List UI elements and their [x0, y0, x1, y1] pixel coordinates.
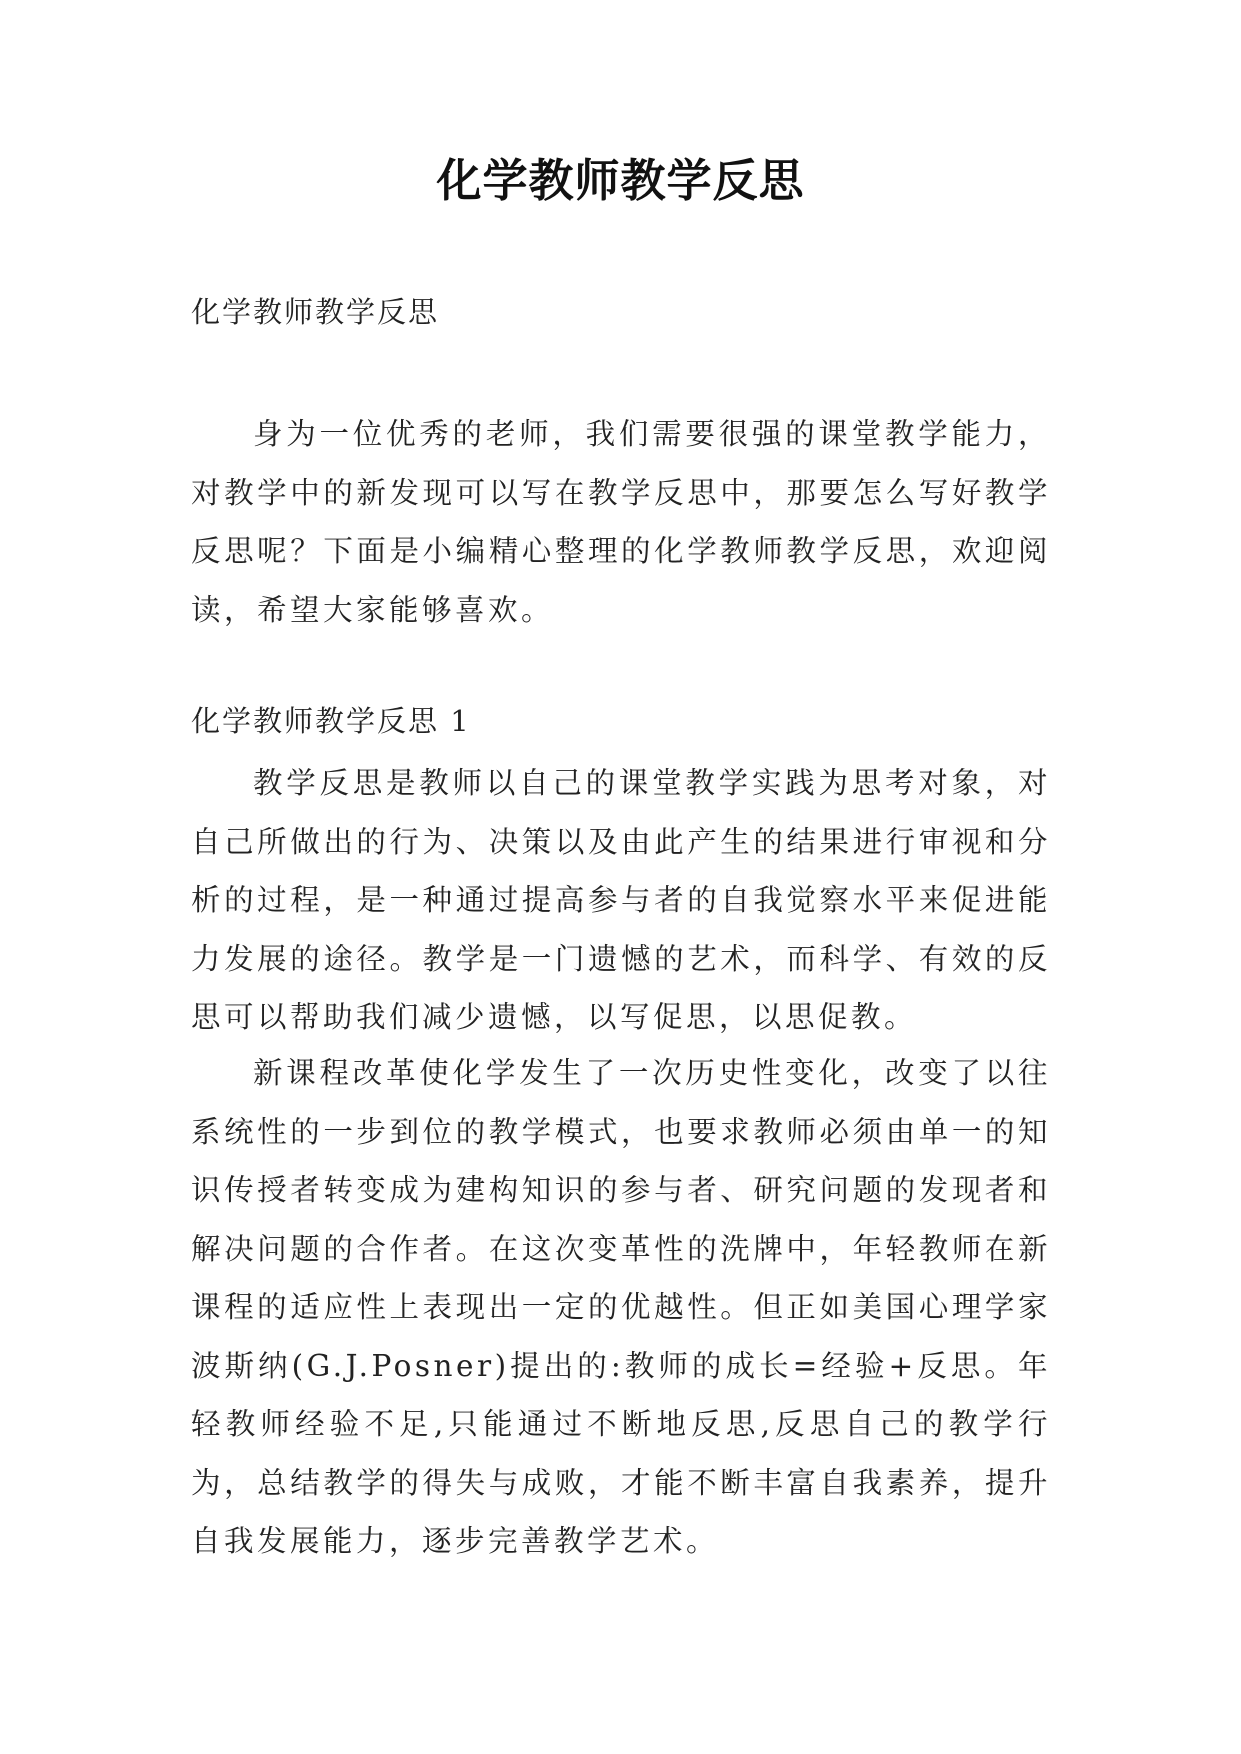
body-paragraph: 新课程改革使化学发生了一次历史性变化，改变了以往系统性的一步到位的教学模式，也要求教师必须由单一的知识传授者转变成为建构知识的参与者、研究问题的发现者和解决问题的合作者。在这次变革性的洗牌中，年轻教师在新课程的适应性上表现出一定的优越性。但正如美国心理学家波斯纳(G.J.Posner)提出的:教师的成长=经验+反思。年轻教师经验不足,只能通过不断地反思,反思自己的教学行为，总结教学的得失与成败，才能不断丰富自我素养，提升自我发展能力，逐步完善教学艺术。 [191, 1056, 1051, 1558]
body-paragraph: 教学反思是教师以自己的课堂教学实践为思考对象，对自己所做出的行为、决策以及由此产生的结果进行审视和分析的过程，是一种通过提高参与者的自我觉察水平来促进能力发展的途径。教学是一门遗憾的艺术，而科学、有效的反思可以帮助我们减少遗憾，以写促思，以思促教。 [191, 766, 1051, 1034]
section-heading: 化学教师教学反思 1 [191, 704, 471, 738]
intro-paragraph: 身为一位优秀的老师，我们需要很强的课堂教学能力，对教学中的新发现可以写在教学反思中，那要怎么写好教学反思呢？下面是小编精心整理的化学教师教学反思，欢迎阅读，希望大家能够喜欢。 [191, 417, 1051, 627]
document-subtitle: 化学教师教学反思 [191, 295, 440, 329]
document-title: 化学教师教学反思 [436, 154, 805, 207]
